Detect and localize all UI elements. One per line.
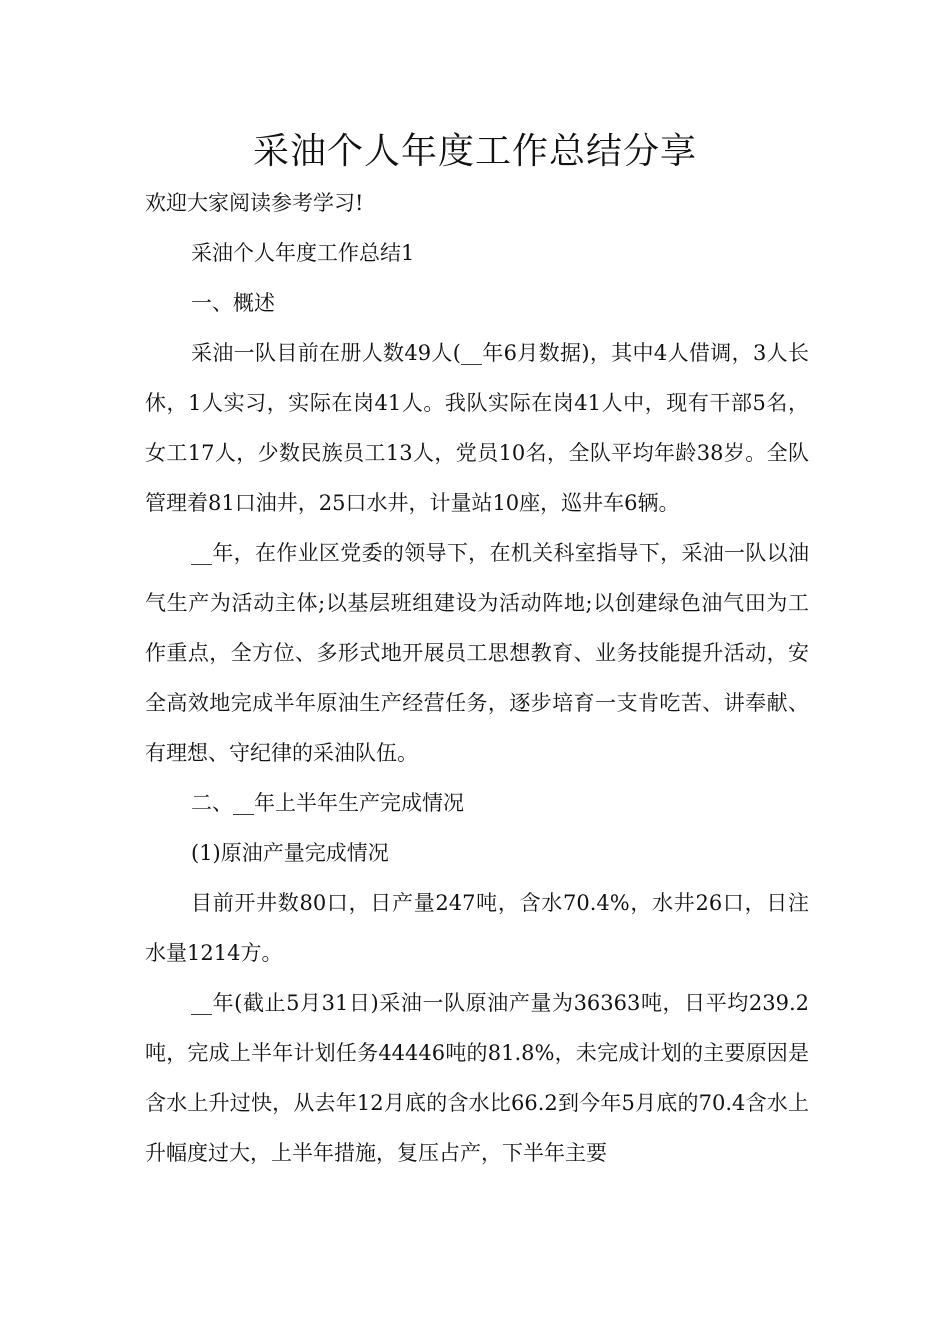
body-paragraph: __年(截止5月31日)采油一队原油产量为36363吨，日平均239.2吨，完成上半年计划任务44446吨的81.8%，未完成计划的主要原因是含水上升过快，从去年12月底的含水比66.2到今年5月底的70.4含水上升幅度过大，上半年措施，复压占产，下半年主要 [145,991,809,1165]
section-heading: 采油个人年度工作总结1 [191,241,415,265]
body-paragraph: 采油一队目前在册人数49人(__年6月数据)，其中4人借调，3人长休，1人实习，实际在岗41人。我队实际在岗41人中，现有干部5名，女工17人，少数民族员工13人，党员10名，全队平均年龄38岁。全队管理着81口油井，25口水井，计量站10座，巡井车6辆。 [145,341,809,515]
section-heading: 二、__年上半年生产完成情况 [191,791,464,815]
body-paragraph: __年，在作业区党委的领导下，在机关科室指导下，采油一队以油气生产为活动主体;以基层班组建设为活动阵地;以创建绿色油气田为工作重点，全方位、多形式地开展员工思想教育、业务技能提升活动，安全高效地完成半年原油生产经营任务，逐步培育一支肯吃苦、讲奉献、有理想、守纪律的采油队伍。 [145,541,809,765]
section-heading: 一、概述 [191,291,275,315]
subsection-heading: (1)原油产量完成情况 [191,841,389,865]
body-paragraph: 目前开井数80口，日产量247吨，含水70.4%，水井26口，日注水量1214方。 [145,891,809,965]
document-title: 采油个人年度工作总结分享 [252,131,697,172]
intro-line: 欢迎大家阅读参考学习! [145,191,364,215]
document-body [145,178,809,1178]
